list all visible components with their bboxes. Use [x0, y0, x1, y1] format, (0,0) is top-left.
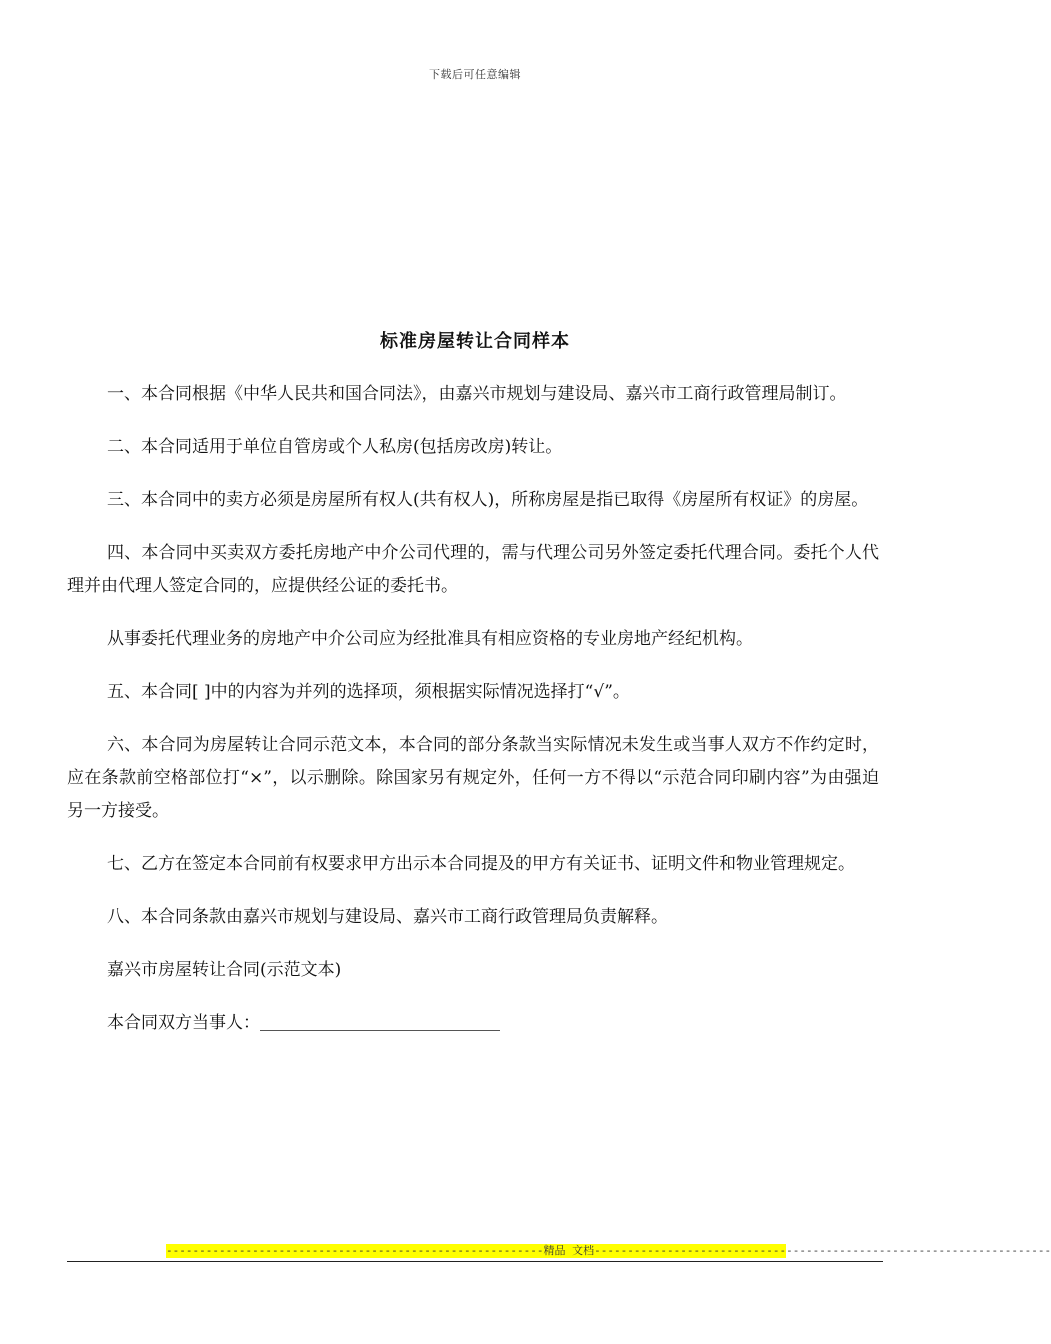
parties-label: 本合同双方当事人：	[107, 1013, 260, 1033]
clause-7: 七、乙方在签定本合同前有权要求甲方出示本合同提及的甲方有关证书、证明文件和物业管理规定。	[107, 854, 855, 874]
footer-rule	[67, 1261, 883, 1262]
header-note: 下载后可任意编辑	[429, 68, 521, 81]
clause-8: 八、本合同条款由嘉兴市规划与建设局、嘉兴市工商行政管理局负责解释。	[107, 907, 668, 927]
clause-4-note: 从事委托代理业务的房地产中介公司应为经批准具有相应资格的专业房地产经纪机构。	[107, 629, 753, 649]
footer-highlight-band: ---------------------------------------------------------精品 文档---------------------------------------------------------------------	[166, 1244, 1051, 1257]
document-title: 标准房屋转让合同样本	[380, 331, 570, 352]
document-body	[67, 378, 879, 1060]
clause-4: 四、本合同中买卖双方委托房地产中介公司代理的，需与代理公司另外签定委托代理合同。委托个人代理并由代理人签定合同的，应提供经公证的委托书。	[67, 543, 879, 596]
clause-1: 一、本合同根据《中华人民共和国合同法》，由嘉兴市规划与建设局、嘉兴市工商行政管理局制订。	[107, 384, 847, 404]
clause-3: 三、本合同中的卖方必须是房屋所有权人(共有权人)，所称房屋是指已取得《房屋所有权证》的房屋。	[107, 490, 869, 510]
clause-6: 六、本合同为房屋转让合同示范文本，本合同的部分条款当实际情况未发生或当事人双方不作约定时，应在条款前空格部位打“×”，以示删除。除国家另有规定外，任何一方不得以“示范合同印刷内容”为由强迫另一方接受。	[67, 735, 879, 821]
parties-line	[67, 1007, 879, 1040]
parties-blank[interactable]	[260, 1012, 500, 1031]
contract-subtitle: 嘉兴市房屋转让合同(示范文本)	[107, 960, 342, 980]
clause-2: 二、本合同适用于单位自管房或个人私房(包括房改房)转让。	[107, 437, 563, 457]
clause-5: 五、本合同[ ]中的内容为并列的选择项，须根据实际情况选择打“√”。	[107, 682, 630, 702]
